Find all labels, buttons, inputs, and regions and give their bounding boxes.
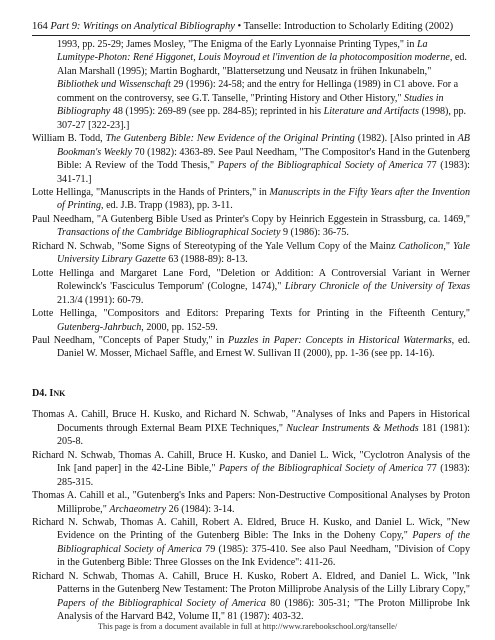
bibliography-entry — [32, 240, 470, 267]
bibliography-entry — [32, 132, 470, 186]
page-footer[interactable]: This page is from a document available in full at http://www.rarebookschool.org/tanselle/ — [97, 622, 398, 631]
italic-title: The Gutenberg Bible: New Evidence of the Original Printing — [105, 133, 355, 145]
running-title: Tanselle: Introduction to Scholarly Editing (2002) — [243, 21, 454, 32]
italic-title: Bibliothek und Wissenschaft — [57, 79, 171, 91]
citation-text: Thomas A. Cahill, Bruce H. Kusko, and Richard N. Schwab, "Analyses of Inks and Papers in Historical Documents through External Beam PIXE Techniques," — [32, 409, 470, 434]
citation-text: Paul Needham, "Concepts of Paper Study," in — [32, 334, 229, 346]
citation-text: Richard N. Schwab, Thomas A. Cahill, Robert A. Eldred, Bruce H. Kusko, and Daniel L. Wick, "New Evidence on the Printing of the Gutenberg Bible: The Inks in the Doheny Copy," — [32, 516, 470, 542]
citation-text: , 2000, pp. 152-59. — [141, 321, 218, 333]
citation-text: 9 (1986): 36-75. — [280, 227, 349, 239]
bibliography-entry — [32, 516, 470, 570]
bibliography-entry — [32, 307, 470, 334]
bibliography-entry — [32, 213, 470, 240]
citation-text: (1982). [Also printed in — [354, 133, 458, 145]
bibliography-entry — [32, 408, 470, 448]
header-bullet: • — [237, 21, 242, 32]
bibliography-entry — [32, 186, 470, 213]
italic-title: Transactions of the Cambridge Bibliographical Society — [57, 227, 281, 239]
citation-text: , ed. Alan Marshall (1995); Martin Boghardt, "Blattersetzung und Neusatz in frühen Inkunabeln," — [57, 52, 467, 77]
section-heading — [32, 387, 470, 400]
bibliography-entry — [32, 334, 470, 361]
citation-text: Richard N. Schwab, Thomas A. Cahill, Bruce H. Kusko, and Daniel L. Wick, "Cyclotron Analysis of the Ink [and paper] in the 42-Line Bible," — [32, 449, 470, 475]
citation-text: 48 (1995): 269-89 (see pp. 284-85); reprinted in his — [110, 106, 324, 118]
italic-title: La Lumitype-Photon: René Higgonet, Louis Moyroud et l'invention de la photocomposition moderne — [57, 39, 450, 64]
italic-title: Papers of the Bibliographical Society of America — [218, 463, 424, 475]
header-rule — [32, 35, 470, 36]
italic-title: Catholicon — [398, 240, 444, 252]
citation-text: ," — [443, 240, 453, 252]
running-header — [32, 21, 470, 32]
citation-text: 1993, pp. 25-29; James Mosley, "The Enigma of the Early Lyonnaise Printing Types," in — [57, 39, 417, 50]
italic-title: Puzzles in Paper: Concepts in Historical Watermarks — [228, 334, 452, 346]
bibliography-list — [32, 132, 470, 361]
section-number: D4. — [32, 387, 47, 399]
citation-text: Lotte Hellinga and Margaret Lane Ford, "Deletion or Addition: A Controversial Variant in Werner Rolewinck's 'Fasciculus Temporum' (Cologne, 1474)," — [32, 267, 470, 293]
page-body — [32, 38, 470, 624]
bibliography-entry — [32, 489, 470, 516]
citation-text: 181 (1981): 205-8. — [57, 422, 470, 448]
italic-title: Yale University Library Gazette — [57, 240, 470, 266]
citation-text: Lotte Hellinga, "Compositors and Editors: Preparing Texts for Printing in the Fifteenth Century," — [32, 308, 470, 320]
citation-text: 26 (1984): 3-14. — [166, 503, 235, 515]
citation-text: Paul Needham, "A Gutenberg Bible Used as Printer's Copy by Heinrich Eggestein in Strassburg, ca. 1469," — [32, 213, 470, 225]
italic-title: Papers of the Bibliographical Society of America — [57, 597, 266, 609]
italic-title: Studies in Bibliography — [57, 92, 444, 118]
section-title-initial: I — [49, 387, 54, 399]
part-title: Part 9: Writings on Analytical Bibliography — [50, 21, 235, 32]
citation-text: William B. Todd, — [32, 133, 106, 145]
citation-text: 79 (1985): 375-410. See also Paul Needham, "Division of Copy in the Gutenberg Bible: Three Glosses on the Ink Evidence": 411-26. — [57, 543, 470, 569]
bibliography-entry — [32, 570, 470, 624]
citation-text: , ed. J.B. Trapp (1983), pp. 3-11. — [101, 200, 233, 212]
citation-text: , ed. Daniel W. Mosser, Michael Saffle, and Ernest W. Sullivan II (2000), pp. 1-36 (see pp. 14-16). — [57, 334, 470, 360]
citation-text: Richard N. Schwab, "Some Signs of Stereotyping of the Yale Vellum Copy of the Mainz — [32, 240, 399, 252]
italic-title: Papers of the Bibliographical Society of America — [57, 530, 470, 555]
citation-text: 70 (1982): 4363-89. See Paul Needham, "The Compositor's Hand in the Gutenberg Bible: A Review of the Todd Thesis," — [57, 146, 470, 172]
ink-bibliography-list — [32, 408, 470, 623]
continued-entry — [32, 38, 470, 132]
citation-text: Richard N. Schwab, Thomas A. Cahill, Bruce H. Kusko, Robert A. Eldred, and Daniel L. Wick, "Ink Patterns in the Gutenberg New Testament: The Proton Milliprobe Analysis of the Lilly Library Copy," — [32, 570, 470, 596]
italic-title: Papers of the Bibliographical Society of America — [217, 160, 423, 172]
citation-text: Lotte Hellinga, "Manuscripts in the Hands of Printers," in — [32, 186, 270, 198]
citation-text: 77 (1983): 285-315. — [57, 463, 470, 488]
italic-title: Archaeometry — [109, 503, 167, 515]
italic-title: Nuclear Instruments & Methods — [286, 422, 419, 434]
italic-title: Literature and Artifacts — [323, 106, 419, 118]
citation-text: 21.3/4 (1991): 60-79. — [57, 294, 144, 306]
citation-text: 80 (1986): 305-31; "The Proton Milliprobe Ink Analysis of the Harvard B42, Volume II," 81 (1987): 403-32. — [57, 597, 470, 623]
italic-title: Library Chronicle of the University of Texas — [284, 281, 470, 293]
citation-text: Thomas A. Cahill et al., "Gutenberg's Inks and Papers: Non-Destructive Compositional Analyses by Proton Milliprobe," — [32, 490, 470, 515]
italic-title: Gutenberg-Jahrbuch — [57, 321, 142, 333]
citation-text: 29 (1996): 24-58; and the entry for Hellinga (1989) in C1 above. For a comment on the controversy, see G.T. Tanselle, "Printing History and Other History," — [57, 79, 459, 104]
italic-title: AB Bookman's Weekly — [57, 133, 470, 158]
citation-text: 77 (1983): 341-71.] — [57, 160, 470, 185]
page-number: 164 — [32, 21, 48, 32]
section-title-rest: NK — [53, 388, 66, 398]
bibliography-entry — [32, 449, 470, 489]
italic-title: Manuscripts in the Fifty Years after the Invention of Printing — [57, 186, 470, 212]
bibliography-entry — [32, 267, 470, 307]
citation-text: (1998), pp. 307-27 [322-23].] — [57, 106, 467, 131]
citation-text: 63 (1988-89): 8-13. — [165, 254, 248, 266]
